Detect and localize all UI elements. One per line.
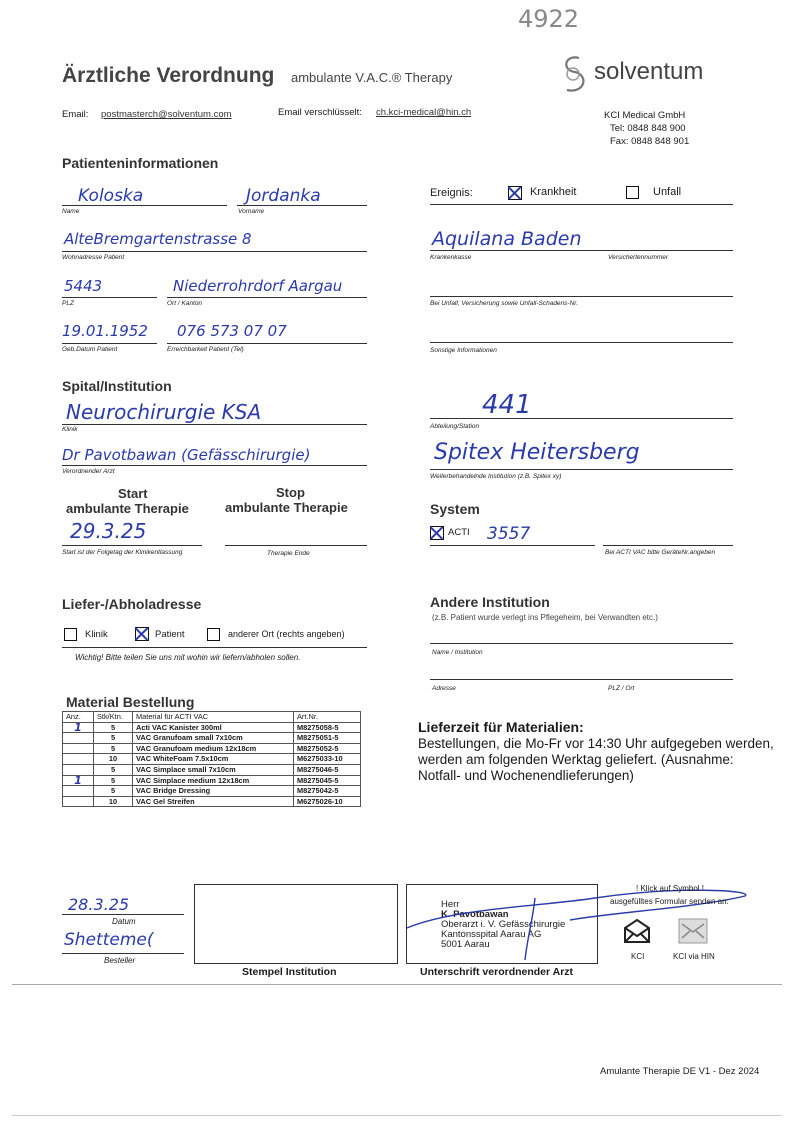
material-cell: VAC WhiteFoam 7.5x10cm (133, 754, 294, 765)
col-anz: Anz. (63, 712, 94, 723)
patient-plz-value: 5443 (64, 277, 103, 295)
dob-caption: Geb.Datum Patient (62, 346, 118, 353)
delivery-heading: Liefer-/Abholadresse (62, 596, 202, 612)
other-institution-heading: Andere Institution (430, 594, 550, 610)
system-heading: System (430, 501, 480, 517)
company-tel: Tel: 0848 848 900 (610, 123, 686, 134)
material-cell: Acti VAC Kanister 300ml (133, 722, 294, 733)
arzt-value: Dr Pavotbawan (Gefässchirurgie) (62, 446, 311, 464)
artnr-cell: M6275026-10 (294, 796, 361, 807)
solventum-logo-text: solventum (594, 58, 704, 85)
patient-dob-value: 19.01.1952 (62, 322, 148, 340)
lieferzeit-text: Bestellungen, die Mo-Fr vor 14:30 Uhr aufgegeben werden, werden am folgenden Werktag geliefert. (Ausnahme: Notfall- und Wochenendlieferungen) (418, 736, 774, 783)
besteller-label: Besteller (104, 956, 136, 965)
stempel-box (194, 884, 398, 964)
patient-name-value: Koloska (78, 186, 144, 206)
acti-caption: Bei ACTI VAC bitte GeräteNr.angeben (605, 549, 716, 556)
unterschrift-label: Unterschrift verordnender Arzt (420, 966, 574, 978)
material-table (62, 711, 361, 807)
besteller-signature: Shetteme( (64, 930, 154, 950)
mail-icon (622, 918, 652, 944)
anz-cell (63, 733, 94, 744)
plz-caption: PLZ (62, 300, 74, 307)
stamp-line-1: Herr (441, 899, 460, 910)
patient-address-value: AlteBremgartenstrasse 8 (64, 230, 252, 248)
krankheit-label: Krankheit (530, 186, 577, 198)
start-date-value: 29.3.25 (70, 519, 147, 543)
stop-heading-line2: ambulante Therapie (225, 500, 348, 515)
tel-caption: Erreichbarkeit Patient (Tel) (167, 346, 244, 353)
anz-cell (63, 754, 94, 765)
artnr-cell: M8275051-5 (294, 733, 361, 744)
company-name: KCI Medical GmbH (604, 110, 686, 121)
handwritten-form-number: 4922 (518, 5, 580, 33)
form-subtitle: ambulante V.A.C.® Therapy (291, 70, 453, 85)
stk-cell: 10 (94, 796, 133, 807)
versichertennummer-caption: Versichertennummer (608, 254, 669, 261)
email-encrypted-link[interactable]: ch.kci-medical@hin.ch (376, 107, 472, 118)
artnr-cell: M8275045-5 (294, 775, 361, 786)
delivery-klinik-label: Klinik (85, 629, 108, 640)
stempel-label: Stempel Institution (242, 966, 337, 978)
other-plz-caption: PLZ / Ort (608, 685, 635, 692)
material-row (63, 733, 361, 744)
material-row (63, 743, 361, 754)
material-row (63, 796, 361, 807)
unfall-versicherung-caption: Bei Unfall; Versicherung sowie Unfall-Schadens-Nr. (430, 300, 578, 307)
acti-label: ACTI (448, 527, 470, 538)
stop-heading-line1: Stop (276, 485, 305, 500)
weiter-value: Spitex Heitersberg (434, 440, 640, 465)
material-row (63, 754, 361, 765)
material-row (63, 786, 361, 797)
artnr-cell: M8275046-5 (294, 764, 361, 775)
col-stk: Stk/Ktn. (94, 712, 133, 723)
start-heading-line2: ambulante Therapie (66, 501, 189, 516)
email-link[interactable]: postmasterch@solventum.com (101, 109, 232, 120)
stamp-line-5: 5001 Aarau (441, 939, 490, 950)
anz-cell: 1 (63, 775, 94, 786)
material-row (63, 722, 361, 733)
company-fax: Fax: 0848 848 901 (610, 136, 690, 147)
delivery-klinik-checkbox[interactable] (64, 628, 77, 641)
patient-vorname-value: Jordanka (246, 186, 321, 206)
date-value: 28.3.25 (68, 895, 130, 914)
abteilung-caption: Abteilung/Station (430, 423, 480, 430)
stk-cell: 5 (94, 775, 133, 786)
name-caption: Name (62, 208, 80, 215)
artnr-cell: M6275033-10 (294, 754, 361, 765)
hin-mail-icon (678, 918, 708, 944)
material-cell: VAC Simplace medium 12x18cm (133, 775, 294, 786)
klinik-caption: Klinik (62, 426, 78, 433)
delivery-patient-label: Patient (155, 629, 185, 640)
stamp-line-4: Kantonsspital Aarau AG (441, 929, 542, 940)
date-label: Datum (112, 917, 136, 926)
krankenkasse-caption: Krankenkasse (430, 254, 472, 261)
solventum-logo (557, 52, 591, 101)
stk-cell: 5 (94, 733, 133, 744)
institution-heading: Spital/Institution (62, 378, 172, 394)
material-row (63, 775, 361, 786)
therapie-ende-caption: Therapie Ende (267, 550, 310, 557)
material-cell: VAC Gel Streifen (133, 796, 294, 807)
kci-label: KCI (631, 952, 645, 961)
acti-number-value: 3557 (487, 524, 531, 544)
abteilung-value: 441 (482, 390, 532, 420)
start-heading-line1: Start (118, 486, 148, 501)
stk-cell: 10 (94, 754, 133, 765)
email-encrypted-label: Email verschlüsselt: (278, 107, 362, 118)
form-title: Ärztliche Verordnung (62, 64, 275, 87)
patient-tel-value: 076 573 07 07 (177, 322, 287, 340)
material-cell: VAC Bridge Dressing (133, 786, 294, 797)
arzt-caption: Verordnender Arzt (62, 468, 115, 475)
klinik-value: Neurochirurgie KSA (66, 400, 262, 424)
col-material: Material für ACTI VAC (133, 712, 294, 723)
krankenkasse-value: Aquilana Baden (432, 228, 582, 250)
artnr-cell: M8275052-5 (294, 743, 361, 754)
material-row (63, 764, 361, 775)
col-artnr: Art.Nr. (294, 712, 361, 723)
solventum-logo-icon (557, 52, 591, 96)
material-cell: VAC Simplace small 7x10cm (133, 764, 294, 775)
kci-hin-button[interactable] (678, 918, 708, 944)
other-name-caption: Name / Institution (432, 649, 483, 656)
kci-mail-button[interactable] (622, 918, 652, 944)
kci-hin-label: KCI via HIN (673, 952, 715, 961)
address-caption: Wohnadresse Patient (62, 254, 125, 261)
material-cell: VAC Granufoam small 7x10cm (133, 733, 294, 744)
krankheit-checkbox[interactable] (508, 186, 522, 200)
senden-hint: ausgefülltes Formular senden an: (610, 897, 729, 906)
material-heading: Material Bestellung (66, 694, 195, 710)
start-caption: Start ist der Folgetag der Klinikentlassung (62, 549, 183, 556)
delivery-other-checkbox[interactable] (207, 628, 220, 641)
stamp-line-2: K. Pavotbawan (441, 909, 509, 920)
anz-cell: 1 (63, 722, 94, 733)
delivery-note: Wichtig! Bitte teilen Sie uns mit wohin wir liefern/abholen sollen. (75, 653, 301, 662)
vorname-caption: Vorname (238, 208, 265, 215)
sonstige-caption: Sonstige Informationen (430, 347, 497, 354)
weiter-caption: Weiterbehandelnde Institution (z.B. Spitex xy) (430, 473, 562, 480)
other-adresse-caption: Adresse (432, 685, 456, 692)
patient-heading: Patienteninformationen (62, 155, 219, 171)
unfall-checkbox[interactable] (626, 186, 639, 199)
artnr-cell: M8275058-5 (294, 722, 361, 733)
stk-cell: 5 (94, 786, 133, 797)
ort-caption: Ort / Kanton (167, 300, 203, 307)
anz-cell (63, 786, 94, 797)
stk-cell: 5 (94, 722, 133, 733)
stk-cell: 5 (94, 743, 133, 754)
acti-checkbox[interactable] (430, 526, 444, 540)
anz-cell (63, 743, 94, 754)
delivery-patient-checkbox[interactable] (135, 627, 149, 641)
material-cell: VAC Granufoam medium 12x18cm (133, 743, 294, 754)
ereignis-label: Ereignis: (430, 187, 473, 199)
other-institution-sub: (z.B. Patient wurde verlegt ins Pflegeheim, bei Verwandten etc.) (432, 613, 658, 622)
artnr-cell: M8275042-5 (294, 786, 361, 797)
stamp-line-3: Oberarzt i. V. Gefässchirurgie (441, 919, 566, 930)
form-version: Amulante Therapie DE V1 - Dez 2024 (600, 1066, 760, 1077)
stk-cell: 5 (94, 764, 133, 775)
lieferzeit-title: Lieferzeit für Materialien: (418, 719, 584, 735)
klick-hint: ! Klick auf Symbol ! (636, 884, 705, 893)
anz-cell (63, 796, 94, 807)
patient-ort-value: Niederrohrdorf Aargau (173, 277, 343, 295)
email-label: Email: (62, 109, 89, 120)
delivery-other-label: anderer Ort (rechts angeben) (228, 629, 345, 639)
unfall-label: Unfall (653, 186, 682, 198)
